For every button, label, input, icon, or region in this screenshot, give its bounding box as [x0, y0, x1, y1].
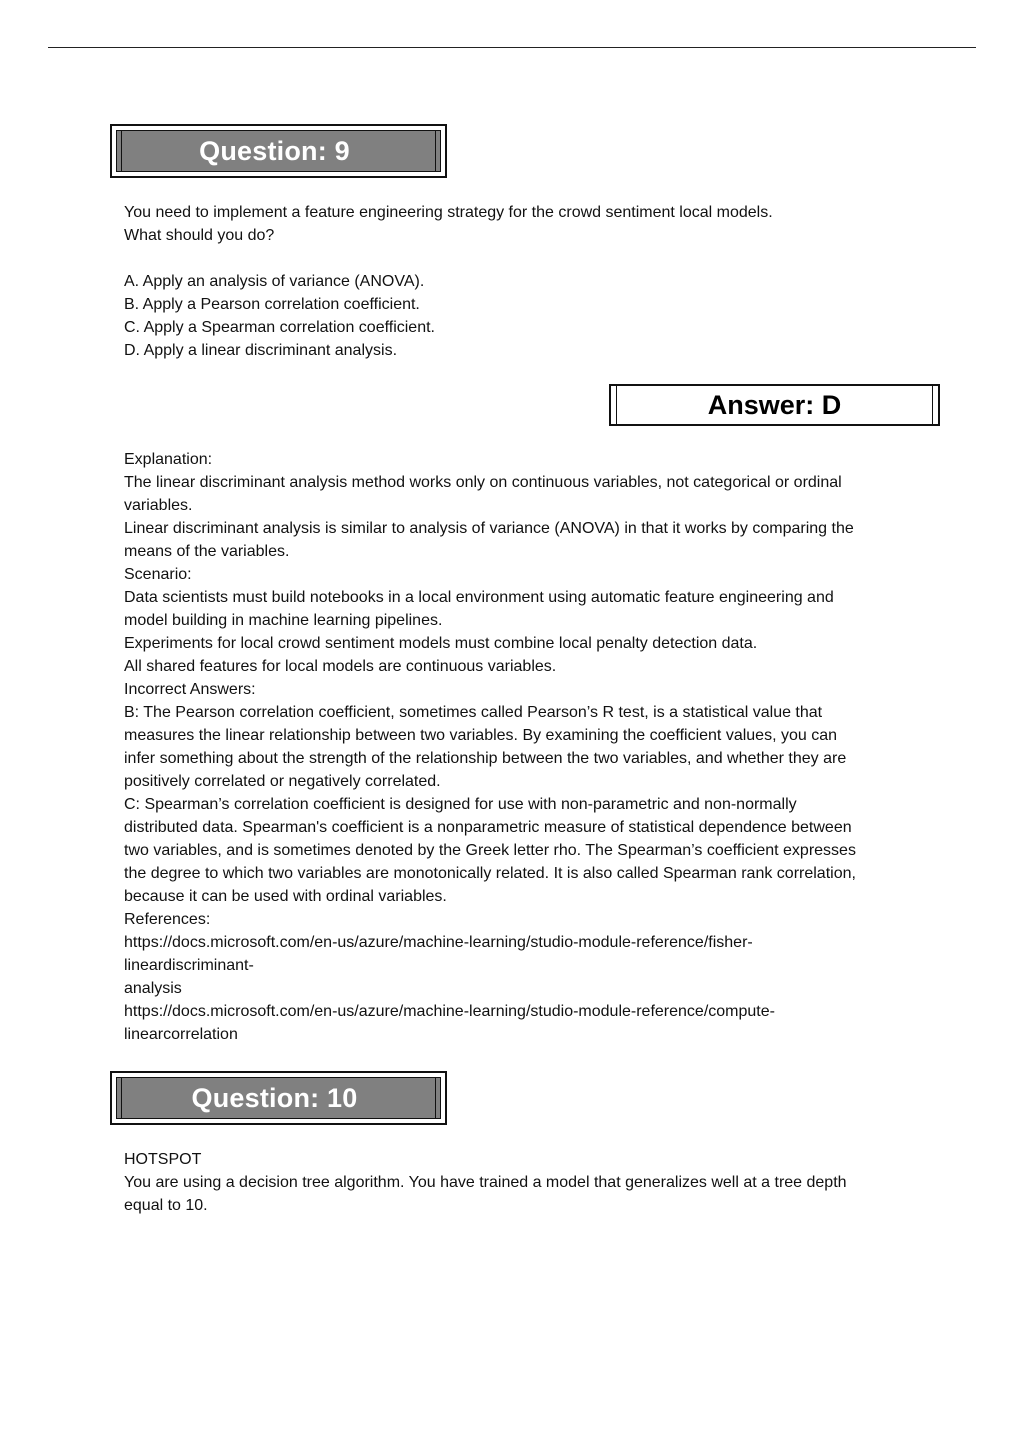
explanation-line: because it can be used with ordinal variables.	[124, 888, 447, 905]
question-10-header	[110, 1071, 447, 1125]
question-10-title: Question: 10	[191, 1082, 358, 1113]
explanation-line: Incorrect Answers:	[124, 681, 256, 698]
reference-link[interactable]: linearcorrelation	[124, 1026, 238, 1043]
explanation-line: Explanation:	[124, 451, 213, 468]
prompt-line: What should you do?	[124, 227, 275, 244]
answer-box	[609, 384, 940, 426]
explanation-line: B: The Pearson correlation coefficient, sometimes called Pearson’s R test, is a statistical value that	[124, 704, 823, 721]
explanation-line: Experiments for local crowd sentiment models must combine local penalty detection data.	[124, 635, 758, 652]
reference-link[interactable]: lineardiscriminant-	[124, 957, 254, 974]
prompt-line: You need to implement a feature engineering strategy for the crowd sentiment local models.	[124, 204, 773, 221]
question-9-header	[110, 124, 447, 178]
explanation-line: Linear discriminant analysis is similar to analysis of variance (ANOVA) in that it works by comparing the	[124, 520, 854, 537]
explanation-line: measures the linear relationship between two variables. By examining the coefficient values, you can	[124, 727, 837, 744]
explanation-line: two variables, and is sometimes denoted by the Greek letter rho. The Spearman’s coefficient expresses	[124, 842, 856, 859]
explanation-line: Data scientists must build notebooks in a local environment using automatic feature engineering and	[124, 589, 834, 606]
explanation-line: the degree to which two variables are monotonically related. It is also called Spearman rank correlation,	[124, 865, 856, 882]
explanation-line: The linear discriminant analysis method works only on continuous variables, not categorical or ordinal	[124, 474, 842, 491]
prompt-line: You are using a decision tree algorithm. You have trained a model that generalizes well at a tree depth	[124, 1174, 847, 1191]
explanation-line: model building in machine learning pipelines.	[124, 612, 443, 629]
option-d: D. Apply a linear discriminant analysis.	[124, 342, 398, 359]
question-9-options	[124, 270, 944, 362]
top-rule	[48, 47, 976, 48]
question-10-prompt	[124, 1148, 944, 1217]
explanation-line: variables.	[124, 497, 193, 514]
explanation-line: Scenario:	[124, 566, 192, 583]
option-c: C. Apply a Spearman correlation coefficient.	[124, 319, 435, 336]
explanation-line: positively correlated or negatively correlated.	[124, 773, 441, 790]
explanation-line: distributed data. Spearman's coefficient is a nonparametric measure of statistical dependence between	[124, 819, 852, 836]
explanation-line: C: Spearman’s correlation coefficient is designed for use with non-parametric and non-normally	[124, 796, 797, 813]
question-9-prompt	[124, 201, 944, 247]
option-b: B. Apply a Pearson correlation coefficient.	[124, 296, 420, 313]
prompt-line: equal to 10.	[124, 1197, 208, 1214]
explanation-line: References:	[124, 911, 211, 928]
question-9-title: Question: 9	[199, 135, 350, 166]
explanation-line: infer something about the strength of the relationship between the two variables, and whether they are	[124, 750, 847, 767]
reference-link[interactable]: analysis	[124, 980, 182, 997]
answer-label: Answer: D	[707, 389, 842, 420]
explanation	[124, 448, 944, 1046]
reference-link[interactable]: https://docs.microsoft.com/en-us/azure/machine-learning/studio-module-reference/compute-	[124, 1003, 775, 1020]
option-a: A. Apply an analysis of variance (ANOVA).	[124, 273, 425, 290]
explanation-line: All shared features for local models are continuous variables.	[124, 658, 557, 675]
reference-link[interactable]: https://docs.microsoft.com/en-us/azure/machine-learning/studio-module-reference/fisher-	[124, 934, 753, 951]
explanation-line: means of the variables.	[124, 543, 290, 560]
prompt-line: HOTSPOT	[124, 1151, 202, 1168]
